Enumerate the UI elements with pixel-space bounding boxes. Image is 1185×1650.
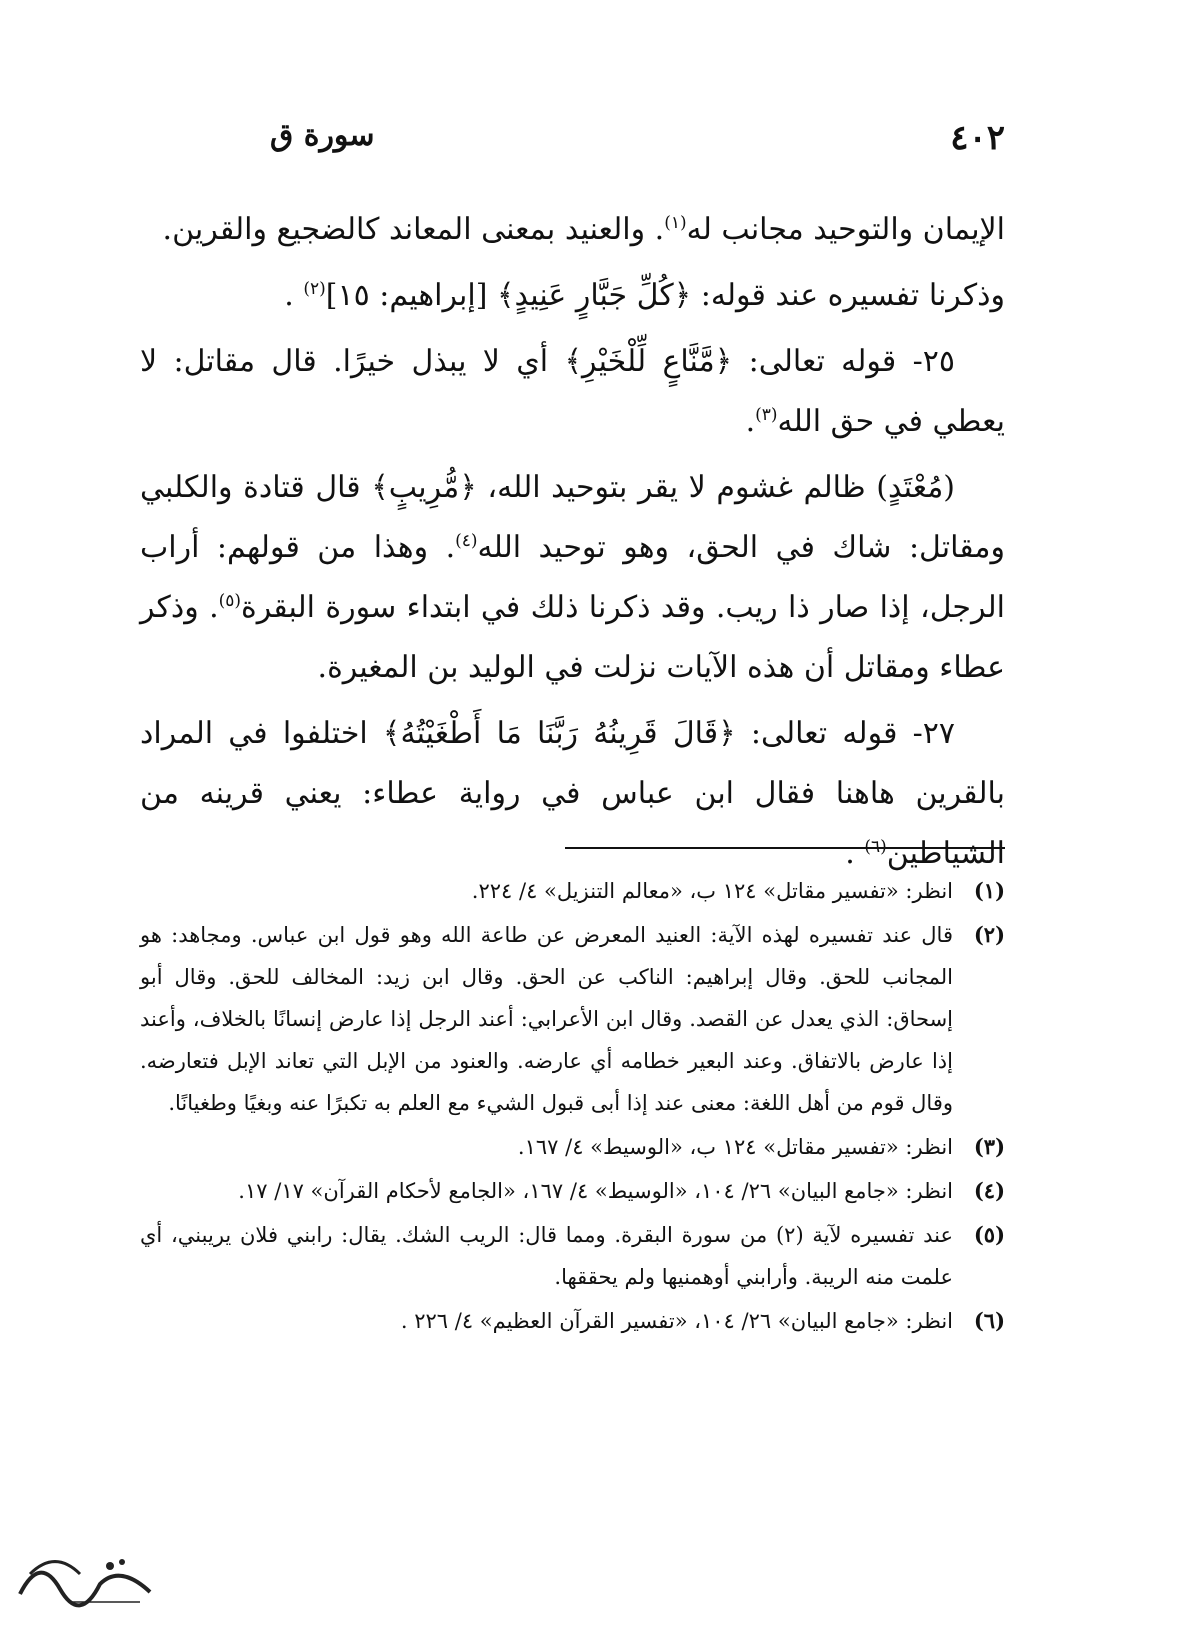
paragraph-text: الإيمان والتوحيد مجانب له [686,212,1005,247]
stamp-logo [10,1544,160,1610]
footnote-ref: (١) [664,213,687,233]
footnote-text: انظر: «تفسير مقاتل» ١٢٤ ب، «معالم التنزيل» ٤/ ٢٢٤. [471,879,953,903]
footnote-text: انظر: «تفسير مقاتل» ١٢٤ ب، «الوسيط» ٤/ ١٦٧. [517,1135,953,1159]
footnote-ref: (٤) [455,531,478,551]
footnote-ref: (٣) [755,405,778,425]
paragraph-text: . وهذا من قولهم: أراب الرجل، إذا صار ذا ريب. وقد ذكرنا ذلك في ابتداء سورة البقرة [140,530,1005,625]
footnote-number: (٦) [973,1308,1005,1333]
page-number: ٤٠٢ [950,118,1005,158]
footnote-number: (٤) [973,1178,1005,1203]
footnote [140,870,1005,912]
footnote-divider [565,847,1005,849]
paragraph-text: . [284,278,304,313]
footnote-text: عند تفسيره لآية (٢) من سورة البقرة. ومما قال: الريب الشك. يقال: رابني فلان يريبني، أي علمت منه الريبة. وأرابني أوهمنيها ولم يحققها. [140,1223,953,1289]
paragraph-text: . [845,836,865,871]
paragraph-text: . والعنيد بمعنى المعاند كالضجيع والقرين. [162,212,665,247]
paragraph-text: ٢٧- قوله تعالى: ﴿قَالَ قَرِينُهُ رَبَّنَا مَا أَطْغَيْتُهُ﴾ اختلفوا في المراد بالقرين هاهنا فقال ابن عباس في رواية عطاء: يعني قرينه من الشياطين [140,716,1005,871]
paragraph-1 [140,200,1005,260]
footnote-number: (٣) [973,1134,1005,1159]
footnote-number: (٢) [973,922,1005,947]
paragraph-text: ٢٥- قوله تعالى: ﴿مَّنَّاعٍ لِّلْخَيْرِ﴾ أي لا يبذل خيرًا. قال مقاتل: لا يعطي في حق الله [140,344,1005,439]
footnote [140,1214,1005,1298]
footnote-ref: (٥) [218,591,242,611]
footnote-text: انظر: «جامع البيان» ٢٦/ ١٠٤، «تفسير القرآن العظيم» ٤/ ٢٢٦ . [400,1309,953,1333]
paragraph-text: وذكرنا تفسيره عند قوله: ﴿كُلِّ جَبَّارٍ عَنِيدٍ﴾ [إبراهيم: ١٥] [325,278,1005,313]
page-header [140,118,1005,168]
footnote-number: (٥) [973,1222,1005,1247]
footnote [140,1170,1005,1212]
paragraph-text: . [745,404,756,439]
main-text [140,200,1005,890]
paragraph-5 [140,704,1005,884]
footnote-text: قال عند تفسيره لهذه الآية: العنيد المعرض عن طاعة الله وهو قول ابن عباس. ومجاهد: هو المجانب للحق. وقال إبراهيم: الناكب عن الحق. وقال ابن زيد: المخالف للحق. وقال أبو إسحاق: الذي يعدل عن القصد. وقال ابن الأعرابي: أعند الرجل إذا عارض إنسانًا بالخلاف، وأعند إذا عارض بالاتفاق. وعند البعير خطامه أي عارضه. والعنود من الإبل التي تعاند الإبل فتعارضه. وقال قوم من أهل اللغة: معنى عند إذا أبى قبول الشيء مع العلم به تكبرًا عنه وبغيًا وطغيانًا. [140,923,953,1115]
footnote [140,914,1005,1124]
footnote-number: (١) [973,878,1005,903]
paragraph-text: (مُعْتَدٍ) ظالم غشوم لا يقر بتوحيد الله، ﴿مُّرِيبٍ﴾ قال قتادة والكلبي ومقاتل: شاك في الحق، وهو توحيد الله [140,470,1005,565]
footnote-ref: (٦) [864,837,887,857]
surah-title: سورة ق [270,118,375,153]
footnotes [140,870,1005,1344]
paragraph-text: . وذكر عطاء ومقاتل أن هذه الآيات نزلت في الوليد بن المغيرة. [140,590,1005,685]
footnote-text: انظر: «جامع البيان» ٢٦/ ١٠٤، «الوسيط» ٤/ ١٦٧، «الجامع لأحكام القرآن» ١٧/ ١٧. [238,1179,953,1203]
paragraph-4 [140,458,1005,698]
footnote-ref: (٢) [303,279,326,299]
paragraph-3 [140,332,1005,452]
footnote [140,1126,1005,1168]
footnote [140,1300,1005,1342]
paragraph-2 [140,266,1005,326]
